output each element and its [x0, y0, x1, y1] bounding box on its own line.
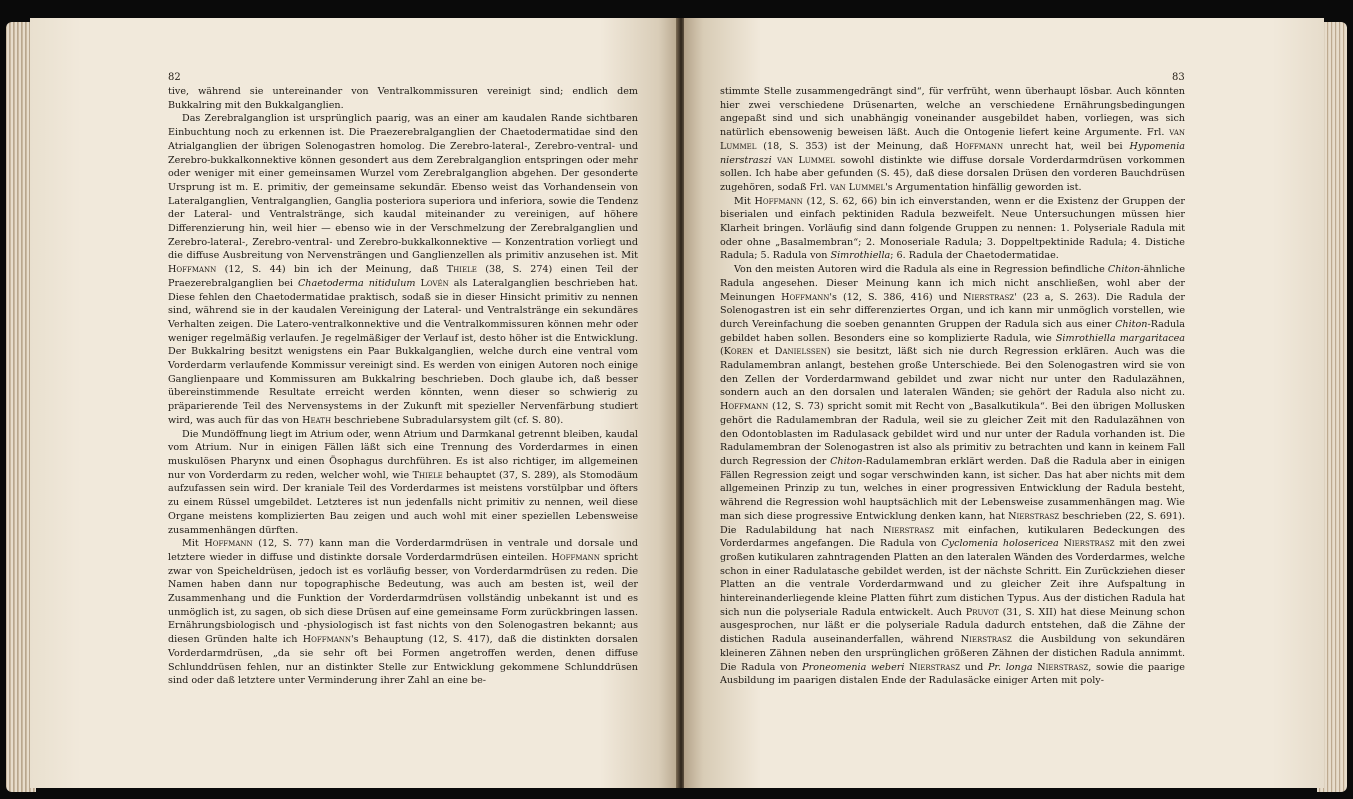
text-run: ) sie besitzt, läßt sich nie durch Regression erklären. Auch was die Radulamembran anlangt, bestehen große Unterschiede. Bei den Solenogastren wird sie von den Zellen der Vorderdarmwand gebildet und zwar nicht nur unter den Radulazähnen, sondern auch an den dorsalen und lateralen Wänden; sie gehört der Radula also nicht zu.: [720, 346, 1185, 399]
text-run: (31, S. XII) hat diese Meinung schon ausgesprochen, nur läßt er die polyseriale Radula dadurch entstehen, daß die Zähne der distichen Radula auseinanderfallen, während: [720, 606, 1185, 646]
right-page-number: 83: [1172, 72, 1185, 83]
text-run: Nierstrasz: [1008, 510, 1060, 522]
text-run: (12, S. 73) spricht somit mit Recht von „Basalkutikula“. Bei den übrigen Mollusken gehört die Radulamembran der Radula, weil sie zu gleicher Zeit mit den Radulazähnen von den Odontoblasten im Radulasack gebildet wird und nur unter der Radula vorhanden ist. Die Radulamembran der Solenogastren ist also als primitiv zu betrachten und kann in keinem Fall durch Regression der: [720, 401, 1185, 467]
paragraph: [168, 112, 638, 427]
text-run: spricht zwar von Speicheldrüsen, jedoch ist es vorläufig besser, von Vorderdarmdrüsen zu reden. Die Namen haben dann nur topographische Bedeutung, was auch am besten ist, weil der Zusammenhang und die Funktion der Vorderdarmdrüsen vollständig unbekannt ist und es unmöglich ist, zu sagen, ob sich diese Drüsen auf eine gemeinsame Form zurückbringen lassen. Ernährungsbiologisch und -physiologisch ist fast nichts von den Solenogastren bekannt; aus diesen Gründen halte ich: [168, 551, 638, 646]
text-run: Mit: [734, 195, 755, 207]
text-run: sowohl distinkte wie diffuse dorsale Vorderdarmdrüsen vorkommen sollen. Ich habe aber gefunden (S. 45), daß diese dorsalen Drüsen den vorderen Bauchdrüsen zugehören, sodaß Frl.: [720, 154, 1185, 193]
text-run: Nierstrasz: [883, 524, 935, 536]
paragraph: [720, 195, 1185, 264]
text-run: Nierstrasz: [960, 634, 1012, 646]
text-run: Cyclomenia holosericea: [941, 538, 1059, 550]
text-run: Die Mundöffnung liegt im Atrium oder, wenn Atrium und Darmkanal getrennt bleiben, kaudal vom Atrium. Nur in einigen Fällen läßt sich eine Trennung des Vorderdarmes in einen muskulösen Pharynx und einen Ösophagus durchführen. Es ist also richtiger, im allgemeinen nur von Vorderdarm zu reden, welcher wohl, wie: [168, 428, 639, 481]
text-run: Von den meisten Autoren wird die Radula als eine in Regression befindliche: [734, 264, 1108, 276]
text-run: Hoffmann: [168, 264, 217, 276]
text-run: Nierstrasz: [963, 291, 1015, 303]
text-run: (38, S. 274) einen Teil der Praezerebralganglien bei: [168, 264, 638, 289]
text-run: mit einfachen, kutikularen Bedeckungen des Vorderdarmes angefangen. Die Radula von: [720, 524, 1186, 550]
text-run: Pr. longa: [987, 661, 1033, 673]
text-run: Simrothiella margaritacea: [1055, 332, 1185, 344]
text-run: und: [960, 661, 988, 673]
right-page: [684, 18, 1324, 788]
left-page-body: [168, 85, 638, 688]
text-run: 's (12, S. 386, 416) und: [829, 291, 964, 303]
text-run: 's Behauptung (12, S. 417), daß die distinkten dorsalen Vorderdarmdrüsen, „da sie sehr oft bei Formen angetroffen werden, denen diffuse Schlunddrüsen fehlen, nur an distinkter Stelle zur Entwicklung gekommene Schlunddrüsen sind oder daß letztere unter Verminderung ihrer Zahl an eine be-: [168, 634, 638, 687]
text-run: , sowie die paarige Ausbildung im paarigen distalen Ende der Radulasäcke einiger Arten mit poly-: [720, 661, 1185, 687]
text-run: Chaetoderma nitidulum: [297, 277, 416, 289]
text-run: Hoffmann: [954, 140, 1004, 152]
text-run: tive, während sie untereinander von Ventralkommissuren vereinigt sind; endlich dem Bukkalring mit den Bukkalganglien.: [168, 86, 638, 111]
text-run: Chiton: [1115, 318, 1148, 330]
text-run: (12, S. 77) kann man die Vorderdarmdrüsen in ventrale und dorsale und letztere wieder in diffuse und distinkte dorsale Vorderdarmdrüsen einteilen.: [168, 538, 639, 563]
text-run: Thiele: [412, 469, 443, 481]
text-run: -ähnliche Radula angesehen. Dieser Meinung kann ich mich nicht anschließen, wohl aber der Meinungen: [720, 264, 1185, 303]
text-run: Proneomenia weberi: [802, 661, 905, 673]
text-run: Hypomenia nierstraszi: [720, 140, 1185, 166]
text-run: van Lummel: [720, 127, 1185, 152]
left-page: [30, 18, 678, 788]
text-run: stimmte Stelle zusammengedrängt sind“, für verfrüht, wenn überhaupt lösbar. Auch könnten hier zwei verschiedene Drüsenarten, welche an verschiedene Ernährungsbedingungen angepaßt sind und sich unabhängig voneinander ausgebildet haben, vorliegen, was sich natürlich ebensowenig beweisen läßt. Auch die Ontogenie liefert keine Argumente. Frl.: [720, 86, 1185, 139]
text-run: (: [720, 346, 724, 358]
text-run: Nierstrasz: [909, 661, 961, 673]
text-run: Lovén: [420, 277, 449, 289]
text-run: Nierstrasz: [1037, 661, 1089, 673]
right-page-body: [720, 85, 1185, 688]
text-run: (18, S. 353) ist der Meinung, daß: [756, 140, 955, 152]
text-run: van Lummel: [829, 181, 886, 193]
text-run: Das Zerebralganglion ist ursprünglich paarig, was an einer am kaudalen Rande sichtbaren Einbuchtung noch zu erkennen ist. Die Praezerebralganglien der Chaetodermatidae sind den Atrialganglien der übrigen Solenogastren homolog. Die Zerebro-lateral-, Zerebro-ventral- und Zerebro-bukkalkonnektive können gesondert aus dem Zerebralganglion entspringen oder mehr oder weniger mit einer gemeinsamen Wurzel vom Zerebralganglion abgehen. Der gesonderte Ursprung ist m. E. primitiv, der gemeinsame sekundär. Ebenso weist das Vorhandensein von Lateralganglien, Ventralganglien, Ganglia posteriora superiora und inferiora, sowie die Tendenz der Lateral- und Ventralstränge, sich kaudal miteinander zu vereinigen, auf höhere Differenzierung hin, weil hier — ebenso wie in der Verschmelzung der Zerebralganglien und Zerebro-lateral-, Zerebro-ventral- und Zerebro-bukkalkonnektive — Konzentration vorliegt und die diffuse Ausbreitung von Nervensträngen und Ganglienzellen als primitiv anzusehen ist. Mit: [168, 113, 638, 262]
text-run: (12, S. 44) bin ich der Meinung, daß: [216, 264, 447, 276]
text-run: (12, S. 62, 66) bin ich einverstanden, wenn er die Existenz der Gruppen der biserialen und einfach pektiniden Radula bezweifelt. Neue Untersuchungen müssen hier Klarheit bringen. Vorläufig sind dann folgende Gruppen zu nennen: 1. Polyseriale Radula mit oder ohne „Basalmembran“; 2. Monoseriale Radula; 3. Doppeltpektinide Radula; 4. Distiche Radula; 5. Radula von: [720, 195, 1185, 262]
text-run: Hoffmann: [754, 195, 803, 207]
text-run: Hoffmann: [551, 551, 600, 563]
text-run: beschrieben (22, S. 691). Die Radulabildung hat nach: [720, 510, 1185, 536]
text-run: Mit: [182, 538, 205, 550]
text-run: Chiton: [830, 455, 863, 467]
text-run: Simrothiella: [830, 250, 891, 262]
text-run: -Radulamembran erklärt werden. Daß die Radula aber in einigen Fällen Regression zeigt und sogar verschwinden kann, ist sicher. Das hat aber nichts mit dem allgemeinen Prinzip zu tun, welches in einer progressiven Entwicklung der Radula besteht, während die Regression wohl hauptsächlich mit der Lebensweise zusammenhängen mag. Wie man sich diese progressive Entwicklung denken kann, hat: [720, 455, 1186, 522]
paragraph: [720, 263, 1185, 688]
text-run: Hoffmann: [204, 538, 253, 550]
paragraph: [168, 428, 638, 538]
text-run: ' (23 a, S. 263). Die Radula der Solenogastren ist ein sehr differenziertes Organ, und ich kann mir unmöglich vorstellen, wie durch Vereinfachung die soeben genannten Gruppen der Radula sich aus einer: [720, 291, 1185, 330]
text-run: unrecht hat, weil bei: [1003, 140, 1130, 152]
text-run: -Radula gebildet haben sollen. Besonders eine so komplizierte Radula, wie: [720, 318, 1185, 344]
text-run: als Lateralganglien beschrieben hat. Diese fehlen den Chaetodermatidae praktisch, sodaß sie in dieser Hinsicht primitiv zu nennen sind, während sie in der kaudalen Vereinigung der Lateral- und Ventralstränge ein sekundäres Verhalten zeigen. Die Latero-ventralkonnektive und die Ventralkommissuren können mehr oder weniger regelmäßig verlaufen. Je regelmäßiger der Verlauf ist, desto höher ist die Entwicklung. Der Bukkalring besitzt wenigstens ein Paar Bukkalganglien, welche durch eine ventral vom Vorderdarm verlaufende Kommissur vereinigt sind. Es werden von einigen Autoren noch einige Ganglienpaare und Kommissuren am Bukkalring beschrieben. Doch glaube ich, daß besser übereinstimmende Resultate erreicht werden könnten, wenn dieser so schwierig zu präparierende Teil des Nervensystems in der Zukunft mit spezieller Nervenfärbung studiert wird, was auch für das von: [168, 277, 638, 426]
text-run: Pruvot: [965, 606, 999, 618]
text-run: Chiton: [1107, 264, 1141, 276]
text-run: Danielssen: [774, 346, 827, 358]
text-run: Koren: [723, 346, 754, 358]
text-run: 's Argumentation hinfällig geworden ist.: [885, 181, 1082, 193]
text-run: van Lummel: [777, 154, 835, 166]
text-run: et: [753, 346, 775, 358]
text-run: behauptet (37, S. 289), als Stomodäum aufzufassen sein wird. Der kraniale Teil des Vorderdarmes ist meistens vorstülpbar und öfters zu einem Rüssel umgebildet. Letzteres ist nun jedenfalls nicht primitiv zu nennen, weil diese Organe meistens komplizierten Bau zeigen und auch wohl mit einer speziellen Lebensweise zusammenhängen dürften.: [168, 469, 638, 536]
text-run: Nierstrasz: [1063, 538, 1115, 550]
text-run: Hoffmann: [720, 401, 769, 413]
text-run: Heath: [302, 414, 332, 426]
text-run: Hoffmann: [302, 634, 352, 646]
text-run: die Ausbildung von sekundären kleineren Zähnen neben den ursprünglichen größeren Zähnen der distichen Radula annimmt. Die Radula von: [720, 634, 1185, 673]
paragraph: [168, 537, 638, 688]
text-run: Thiele: [446, 264, 477, 276]
text-run: mit den zwei großen kutikularen zahntragenden Platten an den lateralen Wänden des Vorderdarmes, welche schon in einer Radulatasche gebildet werden, ist der nächste Schritt. Ein Zurückziehen dieser Platten an die ventrale Vorderdarmwand und zu gleicher Zeit ihre Aufspaltung in hintereinanderliegende kleine Platten führt zum distichen Typus. Aus der distichen Radula hat sich nun die polyseriale Radula entwickelt. Auch: [720, 538, 1185, 618]
text-run: ; 6. Radula der Chaetodermatidae.: [890, 250, 1059, 262]
paragraph: [168, 85, 638, 112]
text-run: beschriebene Subradularsystem gilt (cf. S. 80).: [331, 414, 564, 426]
paragraph: [720, 85, 1185, 195]
text-run: Hoffmann: [781, 291, 830, 303]
left-page-number: 82: [168, 72, 181, 83]
